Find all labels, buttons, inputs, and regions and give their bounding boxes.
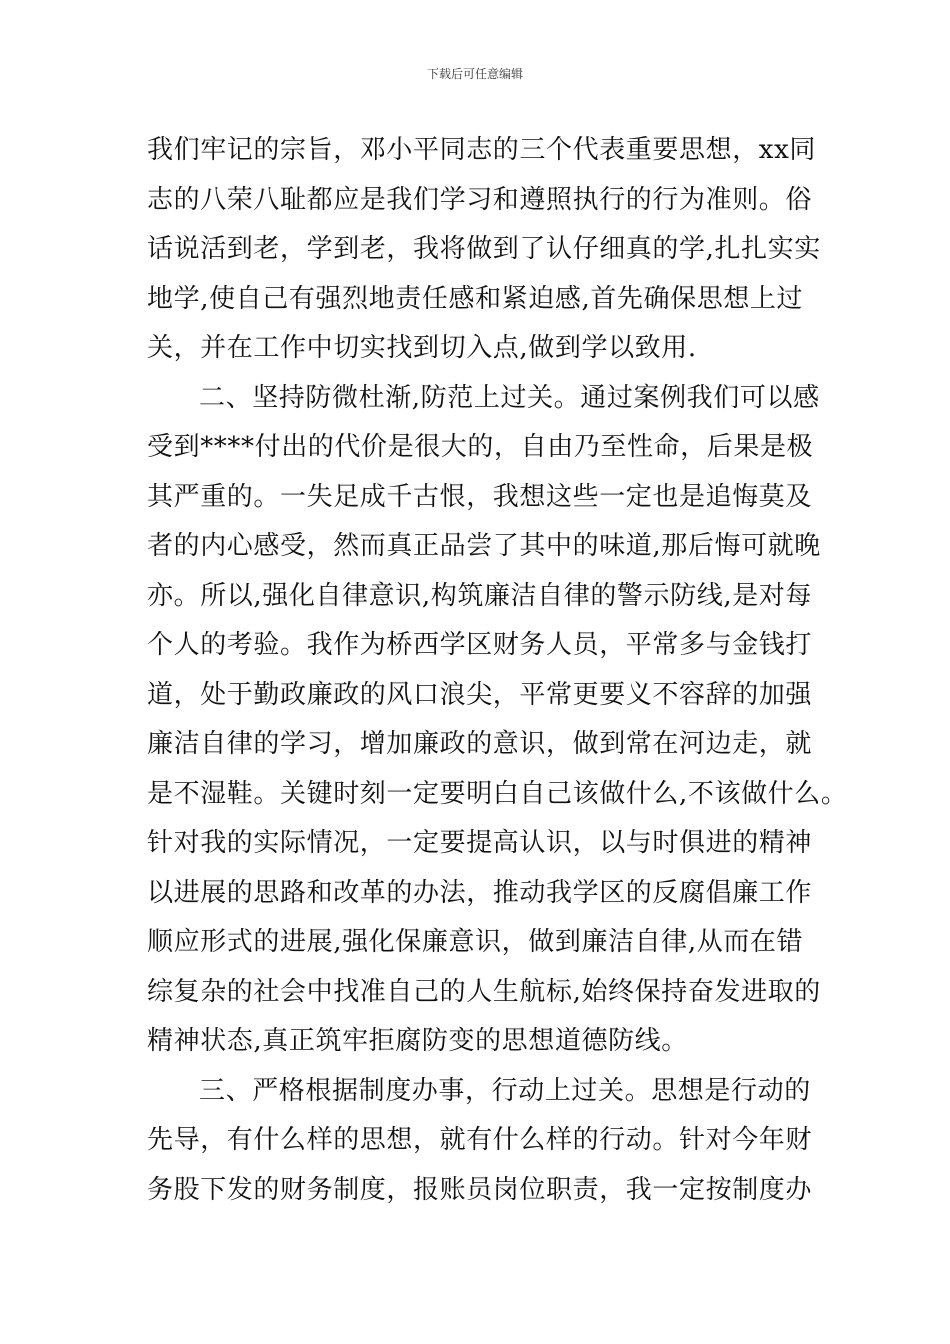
text-line: 志的八荣八耻都应是我们学习和遵照执行的行为准则。俗 — [147, 184, 813, 215]
text-line: 受到****付出的代价是很大的，自由乃至性命，后果是极 — [147, 432, 814, 462]
document-body — [147, 126, 848, 1215]
text-line: 个人的考验。我作为桥西学区财务人员，平常多与金钱打 — [147, 630, 813, 660]
text-line: 是不湿鞋。关键时刻一定要明白自己该做什么,不该做什么。 — [147, 778, 848, 809]
text-line: 道，处于勤政廉政的风口浪尖，平常更要义不容辞的加强 — [147, 679, 813, 710]
text-line: 其严重的。一失足成千古恨，我想这些一定也是追悔莫及 — [147, 481, 813, 512]
text-line: 廉洁自律的学习，增加廉政的意识，做到常在河边走，就 — [147, 729, 813, 759]
text-line: 先导，有什么样的思想，就有什么样的行动。针对今年财 — [147, 1125, 813, 1155]
text-line: 顺应形式的进展,强化保廉意识，做到廉洁自律,从而在错 — [147, 927, 804, 957]
text-line: 关，并在工作中切实找到切入点,做到学以致用. — [147, 333, 697, 363]
text-line: 综复杂的社会中找准自己的人生航标,始终保持奋发进取的 — [147, 976, 821, 1007]
text-line: 以进展的思路和改革的办法，推动我学区的反腐倡廉工作 — [147, 877, 813, 908]
text-line: 务股下发的财务制度，报账员岗位职责，我一定按制度办 — [147, 1174, 813, 1205]
text-line: 精神状态,真正筑牢拒腐防变的思想道德防线。 — [147, 1026, 688, 1056]
text-line: 我们牢记的宗旨，邓小平同志的三个代表重要思想，xx同 — [147, 135, 816, 165]
text-line: 地学,使自己有强烈地责任感和紧迫感,首先确保思想上过 — [147, 283, 804, 314]
text-line: 针对我的实际情况，一定要提高认识，以与时俱进的精神 — [147, 828, 813, 858]
paragraph-start-line: 二、坚持防微杜渐,防范上过关。通过案例我们可以感 — [199, 382, 820, 413]
page-header: 下载后可任意编辑 — [426, 67, 523, 81]
text-line: 者的内心感受，然而真正品尝了其中的味道,那后悔可就晚 — [147, 531, 821, 561]
text-line: 话说活到老，学到老，我将做到了认仔细真的学,扎扎实实 — [147, 234, 821, 264]
text-line: 亦。所以,强化自律意识,构筑廉洁自律的警示防线,是对每 — [147, 580, 812, 611]
paragraph-start-line: 三、严格根据制度办事，行动上过关。思想是行动的 — [199, 1075, 811, 1106]
